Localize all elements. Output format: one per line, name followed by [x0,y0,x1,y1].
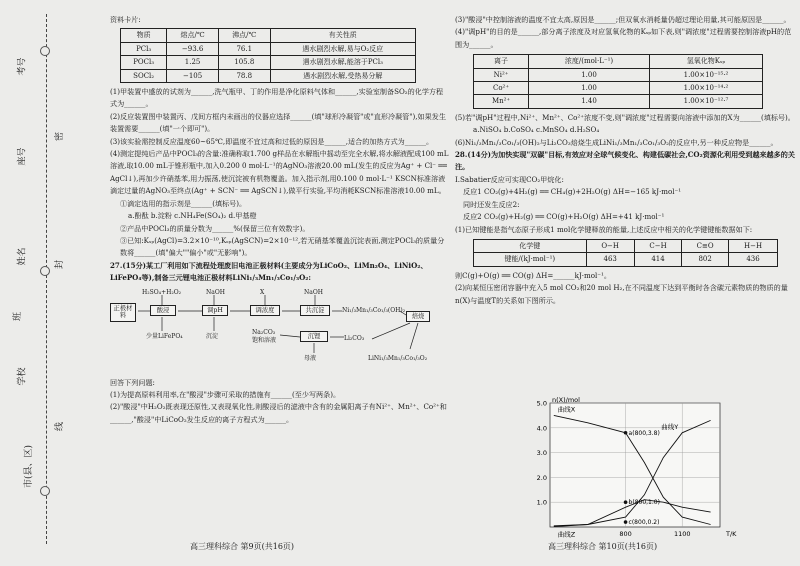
page-9-column [110,14,450,426]
flow-box-coprecipitate: 共沉淀 [300,305,330,317]
table-cell: 1.25 [167,56,219,69]
table-header-row [121,29,416,42]
flow-box-adjust-conc: 调浓度 [250,305,280,317]
table-row [474,253,778,266]
table-cell: 463 [586,253,634,266]
table-cell: Ni²⁺ [474,68,529,81]
plot-area [550,403,720,527]
point-label: b(800,1.0) [628,499,660,507]
table-row [474,95,763,108]
table-header-cell: 物质 [121,29,167,42]
question-26-4: (4)测定提纯后产品中POCl₃的含量:准确称取1.700 g样品在水解瓶中摇动至完全水解,将水解液配成100 mL溶液,取10.00 mL于锥形瓶中,加入0.200 0 mol·L⁻¹的AgNO₃溶液20.00 mL(发生的反应为Ag⁺ + Cl⁻ ══ AgCl↓),再加少许硝基苯,用力振荡,使沉淀被有机物覆盖。加入指示剂,用0.100 0 mol·L⁻¹ KSCN标准溶液滴定过量的AgNO₃至终点(Ag⁺ + SCN⁻ ══ AgSCN↓),做平行实验,平均消耗KSCN标准溶液10.00 mL。 [110,149,449,196]
table-cell: 遇水剧烈水解,受热易分解 [270,69,415,82]
answer-hint: 回答下列问题: [110,377,155,387]
table-cell: 78.8 [218,69,270,82]
table-row [474,68,763,81]
flow-precipitate-label: 沉淀 [206,332,219,340]
ksp-table [473,54,763,109]
table-row [121,42,416,55]
reagent-naoh-label: NaOH [304,288,323,296]
table-cell: 遇水剧烈水解,能溶于PCl₃ [270,56,415,69]
question-28-2: (2)向某恒压密闭容器中充入5 mol CO₂和20 mol H₂,在不同温度下达到平衡时各含碳元素物质的物质的量n(X)与温度T的关系如下图所示。 [455,283,788,305]
table-cell: POCl₃ [121,56,167,69]
table-header-cell: C−H [634,239,681,252]
school-label: 学校 [17,367,28,386]
series-label: 曲线X [557,405,576,414]
question-26-4-options: a.酚酞 b.淀粉 c.NH₄Fe(SO₄)₂ d.甲基橙 [128,211,257,221]
reagent-x-label: X [260,288,265,296]
table-header-cell: 沸点/℃ [218,29,270,42]
table-header-cell: 有关性质 [270,29,415,42]
question-28-1: (1)已知键能是指气态原子形成1 mol化学键释放的能量,上述反应中相关的化学键键能数据如下: [455,224,753,234]
table-cell: 436 [729,253,778,266]
reaction-2-hint: 同时还发生反应2: [463,199,520,209]
question-28-stem: 28.(14分)为加快实现"双碳"目标,有效应对全球气候变化、构建低碳社会,CO₂资源化利用受到越来越多的关注。 [455,150,795,172]
binding-hole [40,266,50,276]
table-cell: 1.00×10⁻¹⁵·² [649,68,762,81]
question-27-1: (1)为提高原料利用率,在"酸浸"步骤可采取的措施有______(至少写两条)。 [110,389,341,399]
table-header-row [474,239,778,252]
flow-intermediate-hydroxide: Ni₁/₃Mn₁/₃Co₁/₃(OH)₂ [342,306,406,314]
question-26-1: (1)甲装置中盛放的试剂为______,洗气瓶甲、丁的作用是净化原料气体和______,实验室制备SO₂的化学方程式为______。 [110,87,444,109]
seal-mark-top: 密 [55,131,66,142]
table-cell: 1.40 [529,95,650,108]
binding-dashed-line [46,14,47,544]
point-label: a(800,3.8) [628,429,660,437]
info-card-title: 资料卡片: [110,15,141,24]
y-axis-label: n(X)/mol [552,396,580,404]
name-label: 姓名 [17,247,28,266]
table-cell: 1.00×10⁻¹²·⁷ [649,95,762,108]
question-27-2: (2)"酸浸"中H₂O₂既表现还原性,又表现氧化性,则酸浸后的滤液中含有的金属阳离子有Ni²⁺、Mn²⁺、Co²⁺和______,"酸浸"中LiCoO₂发生反应的离子方程式为______。 [110,402,447,424]
x-tick-label: 800 [619,530,632,538]
y-tick-label: 2.0 [536,473,547,482]
table-header-cell: 浓度/(mol·L⁻¹) [529,55,650,68]
question-27-3: (3)"酸浸"中控制溶液的温度不宜太高,原因是______;但双氧水消耗量仍超过理论用量,其可能原因是______。 [455,15,791,24]
table-row [121,56,416,69]
question-26-4-1: ①滴定选用的指示剂是______(填标号)。 [120,198,247,208]
table-cell: −105 [167,69,219,82]
binding-hole [40,46,50,56]
table-cell: 键能/(kJ·mol⁻¹) [474,253,587,266]
data-point [624,431,628,435]
table-row [121,69,416,82]
flow-box-lithium-precip: 沉锂 [300,331,328,343]
table-header-cell: 熔点/℃ [167,29,219,42]
bond-energy-table [473,239,778,267]
question-27-5-options: a.NiSO₄ b.CoSO₄ c.MnSO₄ d.H₂SO₄ [473,125,600,135]
flow-na2co3-label: Na₂CO₃ [252,328,276,336]
binding-hole [40,486,50,496]
table-cell: 1.00×10⁻¹⁴·² [649,82,762,95]
flow-box-acid-leach: 酸浸 [150,305,176,317]
flow-raw-material: 正极材料 [110,303,136,322]
question-27-6: (6)Ni₁/₃Mn₁/₃Co₁/₃(OH)₂与Li₂CO₃焙烧生成LiNi₁/₃Mn₁/₃Co₁/₃O₂的反应中,另一种反应物是______。 [455,137,778,147]
class-label: 班 [13,311,24,322]
y-tick-label: 5.0 [536,399,547,408]
table-cell: 遇水剧烈水解,易与O₂反应 [270,42,415,55]
series-label: 曲线Y [661,422,679,431]
y-tick-label: 1.0 [536,498,547,507]
table-header-cell: C≡O [682,239,729,252]
table-cell: SOCl₂ [121,69,167,82]
table-cell: Co²⁺ [474,82,529,95]
property-table [120,28,416,83]
equilibrium-chart [520,395,760,543]
page-10-column [455,14,795,307]
flow-saturated-label: 饱和溶液 [252,336,277,344]
table-cell: PCl₃ [121,42,167,55]
flow-li2co3-label: Li₂CO₃ [344,334,365,342]
table-cell: 1.00 [529,82,650,95]
flow-box-adjust-ph: 调pH [202,305,228,317]
x-tick-label: 1100 [673,530,691,538]
table-header-cell: 离子 [474,55,529,68]
binding-margin [0,0,66,566]
question-26-4-2: ②产品中POCl₃的质量分数为______%(保留三位有效数字)。 [120,223,310,233]
point-label: c(800,0.2) [628,519,660,527]
series-label: 曲线Z [557,530,576,539]
seal-mark-bottom: 线 [55,421,66,432]
reaction-2: 反应2 CO₂(g)+H₂(g) ══ CO(g)+H₂O(g) ΔH=+41 kJ·mol⁻¹ [463,212,665,222]
x-axis-label: T/K [726,530,737,538]
table-cell: 1.00 [529,68,650,81]
table-row [474,82,763,95]
table-cell: 802 [682,253,729,266]
flow-final-product: LiNi₁/₃Mn₁/₃Co₁/₃O₂ [368,354,428,362]
flow-box-roast: 焙烧 [406,311,430,323]
reaction-1: 反应1 CO₂(g)+4H₂(g) ══ CH₄(g)+2H₂O(g) ΔH=−165 kJ·mol⁻¹ [463,187,682,197]
question-26-2: (2)反应装置图中装置丙、戊间方框内未画出的仪器应选择______(填"球形冷凝管"或"直形冷凝管"),如果发生装置需要______(填"一个即可")。 [110,111,446,134]
question-27-4: (4)"调pH"的目的是______,部分离子浓度及对应氢氧化物的Kₛₚ如下表,则"调浓度"过程需要控制溶液pH的范围为______。 [455,27,792,49]
table-header-cell: H−H [729,239,778,252]
y-tick-label: 3.0 [536,449,547,458]
data-point [624,500,628,504]
process-flowchart [110,287,450,375]
reagent-acid-label: H₂SO₄+H₂O₂ [142,288,182,296]
seat-number-label: 座号 [17,147,28,166]
table-header-cell: 化学键 [474,239,587,252]
reagent-naoh-label: NaOH [206,288,225,296]
question-26-3: (3)该实验需控制反应温度60~65℃,即温度不宜过高和过低的原因是______,适合的加热方式为______。 [110,136,434,146]
flow-arrows [110,287,450,375]
table-header-cell: 氢氧化物Kₛₚ [649,55,762,68]
table-header-cell: O−H [586,239,634,252]
question-26-4-3: ③已知:Kₛₚ(AgCl)=3.2×10⁻¹⁰,Kₛₚ(AgSCN)=2×10⁻¹²,若无硝基苯覆盖沉淀表面,测定POCl₃的质量分数将______(填"偏大""偏小"或"无影响")。 [120,235,445,258]
flow-lifepo4-residue: 少量LiFePO₄ [146,332,183,340]
question-27-stem: 27.(15分)某工厂利用如下流程处理废旧电池正极材料(主要成分为LiCoO₂、LiMn₂O₄、LiNiO₂、LiFePO₄等),制备三元锂电池正极材料LiNi₁/₃Mn₁/₃Co₁/₃O₂: [110,260,428,283]
city-label: 市(县、区) [24,444,35,489]
table-cell: Mn²⁺ [474,95,529,108]
question-28-part-1: Ⅰ.Sabatier反应可实现CO₂甲烷化: [455,174,564,184]
page-footer-left: 高三理科综合 第9页(共16页) [190,542,295,551]
seal-mark-mid: 封 [55,259,66,270]
page-footer-right: 高三理科综合 第10页(共16页) [548,542,658,551]
table-cell: 76.1 [218,42,270,55]
flow-mother-liquor: 母液 [304,354,317,362]
table-cell: 105.8 [218,56,270,69]
table-header-row [474,55,763,68]
y-tick-label: 4.0 [536,424,547,433]
table-cell: −93.6 [167,42,219,55]
exam-number-label: 考号 [17,57,28,76]
data-point [624,520,628,524]
table-cell: 414 [634,253,681,266]
question-28-1-answer-line: 则C(g)+O(g) ══ CO(g) ΔH=______kJ·mol⁻¹。 [455,270,611,280]
question-27-5: (5)若"调pH"过程中,Ni²⁺、Mn²⁺、Co²⁺浓度不变,则"调浓度"过程需要向溶液中添加的X为______(填标号)。 [455,112,795,122]
